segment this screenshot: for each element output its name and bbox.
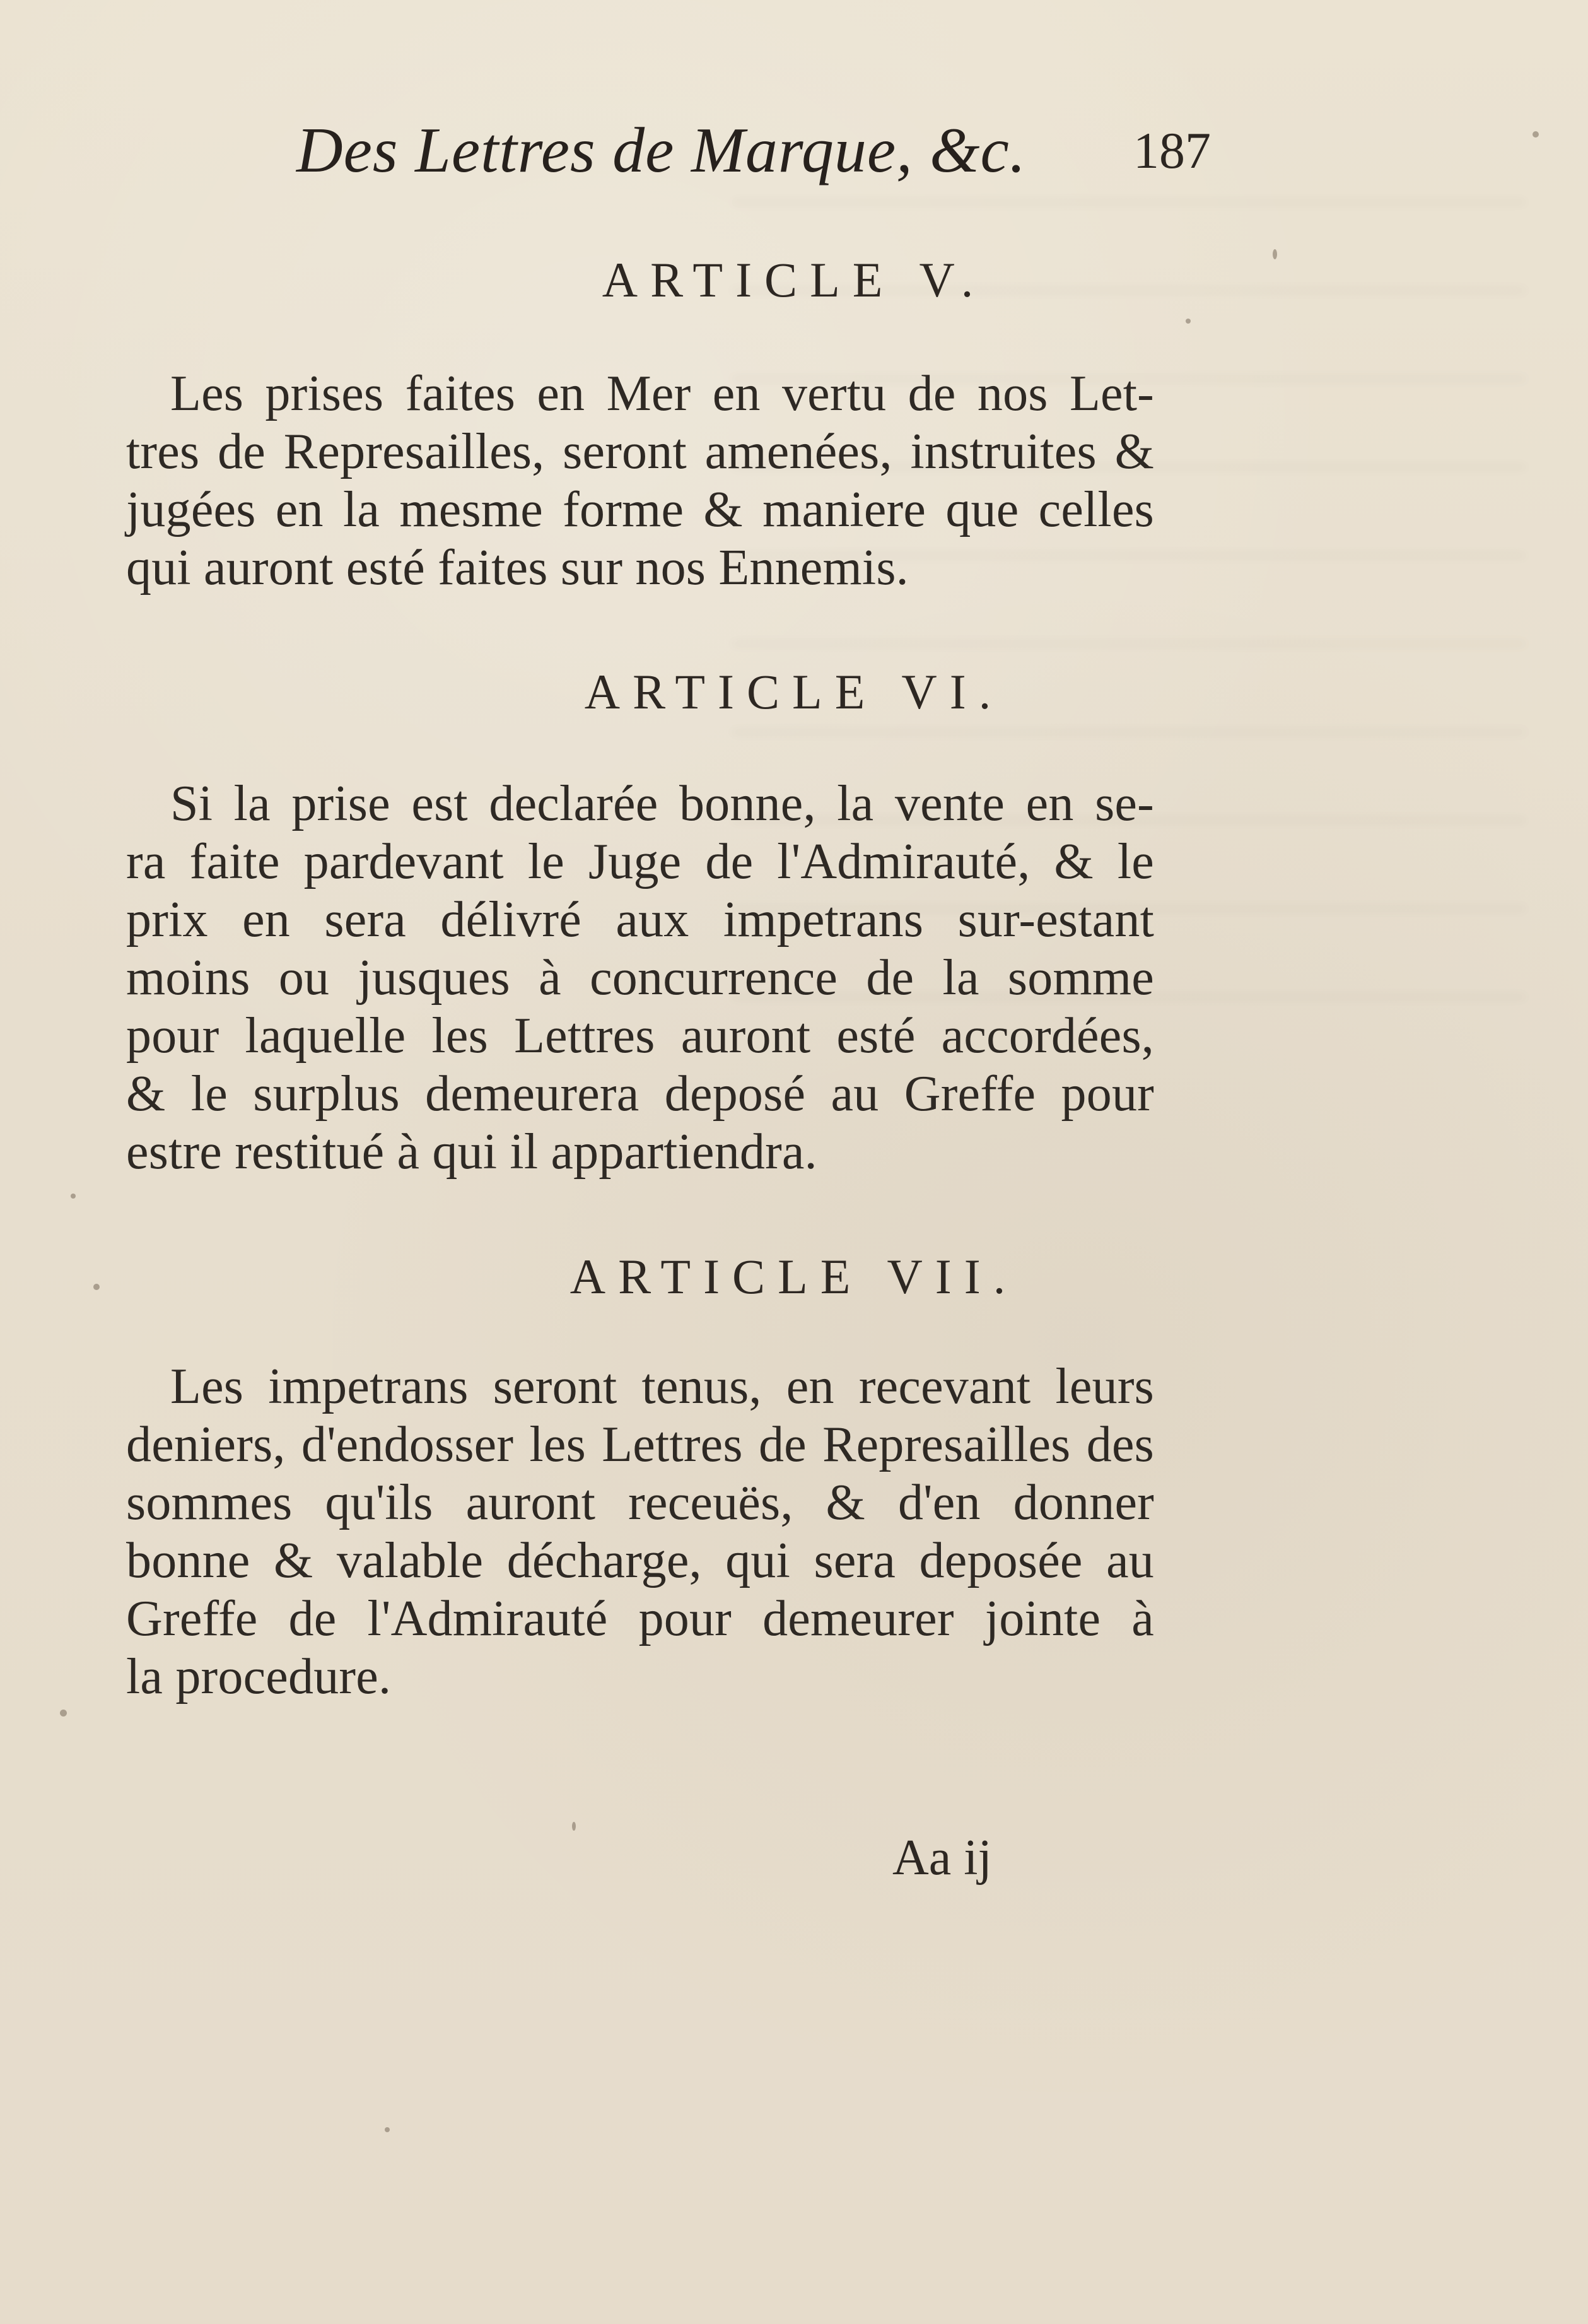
page-header [296, 115, 1211, 207]
paper-speck [385, 2127, 390, 2132]
text-line: sommes qu'ils auront receuës, & d'en donner [126, 1475, 1154, 1530]
signature-mark: Aa ij [892, 1830, 992, 1886]
running-head: Des Lettres de Marque, &c. [296, 115, 1027, 186]
text-line: jugées en la mesme forme & maniere que celles [126, 482, 1154, 537]
text-line: estre restitué à qui il appartiendra. [126, 1124, 817, 1180]
text-line: tres de Represailles, seront amenées, instruites & [126, 424, 1154, 479]
article-title: ARTICLE V. [602, 252, 986, 307]
text-line: Les impetrans seront tenus, en recevant leurs [170, 1359, 1154, 1414]
paper-speck [572, 1822, 576, 1831]
page-number: 187 [1133, 122, 1211, 179]
text-line: & le surplus demeurera deposé au Greffe pour [126, 1066, 1154, 1122]
text-line: moins ou jusques à concurrence de la somme [126, 950, 1154, 1006]
text-line: ra faite pardevant le Juge de l'Admirauté, & le [126, 834, 1154, 889]
text-line: Greffe de l'Admirauté pour demeurer jointe à [126, 1591, 1154, 1646]
paper-speck [71, 1194, 76, 1199]
text-line: qui auront esté faites sur nos Ennemis. [126, 540, 909, 596]
paper-speck [1533, 131, 1539, 138]
article-paragraph [126, 365, 1154, 597]
paper-speck [1186, 319, 1191, 324]
text-line: prix en sera délivré aux impetrans sur-estant [126, 892, 1154, 948]
text-line: deniers, d'endosser les Lettres de Represailles des [126, 1417, 1154, 1472]
article-paragraph [126, 1358, 1154, 1706]
text-line: la procedure. [126, 1649, 392, 1705]
article-title: ARTICLE VI. [584, 664, 1004, 719]
text-line: Les prises faites en Mer en vertu de nos Let- [170, 366, 1154, 421]
paper-speck [60, 1710, 67, 1717]
text-line: bonne & valable décharge, qui sera deposée au [126, 1533, 1154, 1588]
article-title: ARTICLE VII. [569, 1249, 1019, 1304]
text-line: Si la prise est declarée bonne, la vente en se- [170, 776, 1154, 831]
text-line: pour laquelle les Lettres auront esté accordées, [126, 1008, 1154, 1064]
article-paragraph [126, 775, 1154, 1181]
